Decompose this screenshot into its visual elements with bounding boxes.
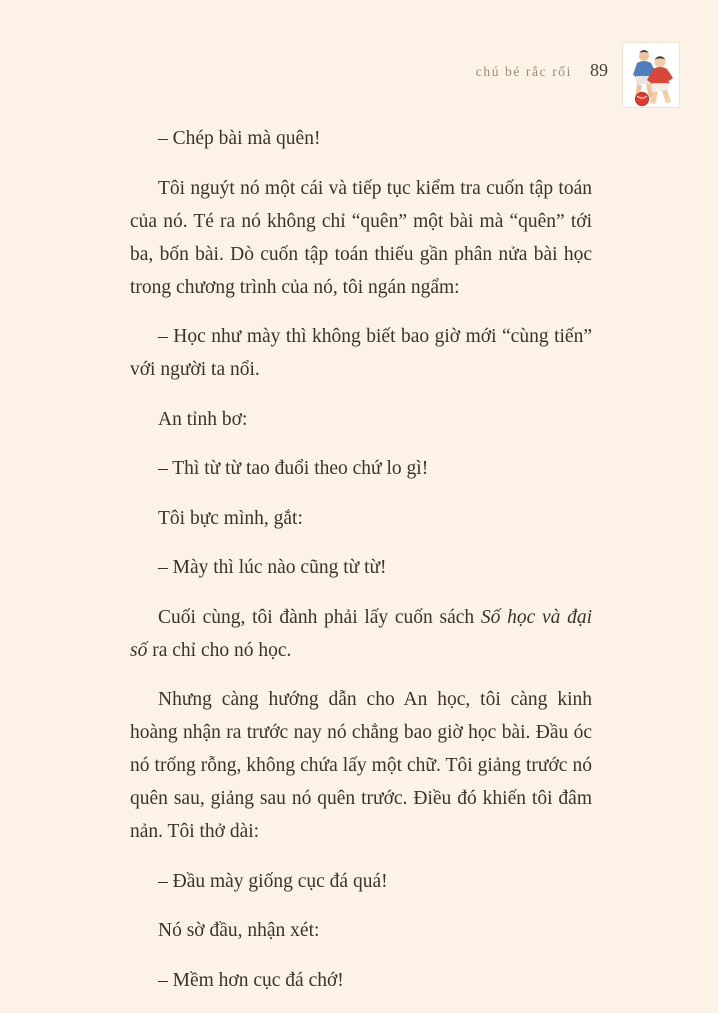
two-boys-playing-soccer-illustration bbox=[622, 42, 680, 108]
paragraph-with-book-title bbox=[130, 601, 592, 667]
paragraph: – Chép bài mà quên! bbox=[158, 128, 321, 149]
paragraph: Nhưng càng hướng dẫn cho An học, tôi càng kinh hoàng nhận ra trước nay nó chẳng bao giờ học bài. Đầu óc nó trống rỗng, không chứa lấy một chữ. Tôi giảng trước nó quên sau, giảng sau nó quên trước. Điều đó khiến tôi đâm nản. Tôi thở dài: bbox=[130, 689, 592, 842]
page-header bbox=[476, 42, 680, 108]
page-body bbox=[130, 122, 592, 1013]
paragraph: An tỉnh bơ: bbox=[158, 408, 248, 430]
paragraph: Tôi bực mình, gắt: bbox=[158, 507, 303, 529]
book-title-italic: Số học và đại số bbox=[130, 606, 592, 661]
paragraph: – Học như mày thì không biết bao giờ mới “cùng tiến” với người ta nổi. bbox=[130, 326, 592, 380]
paragraph: Nó sờ đầu, nhận xét: bbox=[158, 920, 320, 941]
paragraph-text-after: ra chỉ cho nó học. bbox=[147, 639, 292, 661]
header-text-group bbox=[476, 42, 608, 81]
page-number: 89 bbox=[590, 60, 608, 80]
paragraph-text-before: Cuối cùng, tôi đành phải lấy cuốn sách bbox=[158, 606, 481, 628]
paragraph: – Đầu mày giống cục đá quá! bbox=[158, 870, 388, 892]
book-title: chú bé rắc rối bbox=[475, 64, 572, 79]
paragraph: – Mày thì lúc nào cũng từ từ! bbox=[158, 557, 387, 578]
paragraph: – Thì từ từ tao đuổi theo chứ lo gì! bbox=[158, 458, 429, 479]
paragraph: – Mềm hơn cục đá chớ! bbox=[158, 969, 344, 991]
paragraph: Tôi nguýt nó một cái và tiếp tục kiểm tra cuốn tập toán của nó. Té ra nó không chỉ “quên” một bài mà “quên” tới ba, bốn bài. Dò cuốn tập toán thiếu gần phân nửa bài học trong chương trình của nó, tôi ngán ngẩm: bbox=[130, 177, 592, 298]
